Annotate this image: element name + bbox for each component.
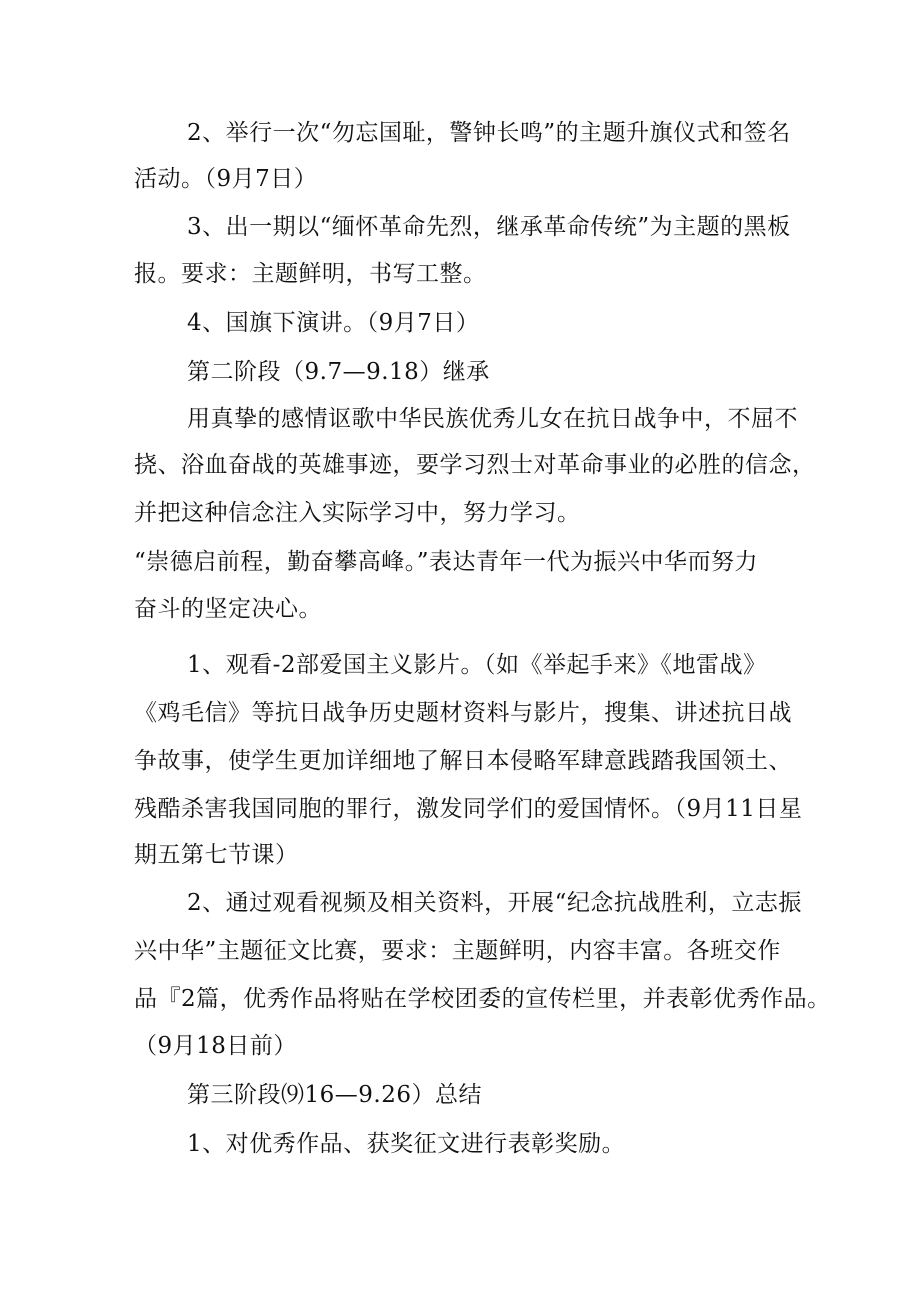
paragraph-line: 1、对优秀作品、获奖征文进行表彰奖励。 bbox=[187, 1131, 626, 1157]
paragraph-line: 2、通过观看视频及相关资料，开展“纪念抗战胜利，立志振 bbox=[187, 890, 802, 916]
paragraph-line: 报。要求：主题鲜明，书写工整。 bbox=[134, 261, 487, 287]
paragraph-line: 《鸡毛信》等抗日战争历史题材资料与影片，搜集、讲述抗日战 bbox=[134, 700, 792, 726]
paragraph-line: 活动。（9月7日） bbox=[134, 166, 318, 192]
paragraph-line: 并把这种信念注入实际学习中，努力学习。 bbox=[134, 500, 581, 526]
paragraph-line: 残酷杀害我国同胞的罪行，激发同学们的爱国情怀。（9月11日星 bbox=[134, 796, 803, 822]
paragraph-line: 奋斗的坚定决心。 bbox=[134, 596, 322, 622]
paragraph-line: 兴中华”主题征文比赛，要求：主题鲜明，内容丰富。各班交作 bbox=[134, 938, 781, 964]
paragraph-line: 期五第七节课） bbox=[134, 842, 299, 868]
paragraph-line: 用真挚的感情讴歌中华民族优秀儿女在抗日战争中，不屈不 bbox=[187, 406, 798, 432]
section-heading: 第二阶段（9.7—9.18）继承 bbox=[187, 359, 490, 385]
paragraph-line: “崇德启前程，勤奋攀高峰。”表达青年一代为振兴中华而努力 bbox=[134, 549, 759, 575]
paragraph-line: 品『2篇，优秀作品将贴在学校团委的宣传栏里，并表彰优秀作品。 bbox=[134, 986, 831, 1012]
paragraph-line: （9月18日前） bbox=[134, 1033, 297, 1059]
paragraph-line: 挠、浴血奋战的英雄事迹，要学习烈士对革命事业的必胜的信念， bbox=[134, 452, 816, 478]
paragraph-line: 1、观看-2部爱国主义影片。（如《举起手来》《地雷战》 bbox=[187, 652, 767, 678]
paragraph-line: 4、国旗下演讲。（9月7日） bbox=[187, 310, 480, 336]
section-heading: 第三阶段⑼16—9.26）总结 bbox=[187, 1082, 482, 1108]
paragraph-line: 争故事，使学生更加详细地了解日本侵略军肆意践踏我国领土、 bbox=[134, 748, 792, 774]
paragraph-line: 2、举行一次“勿忘国耻，警钟长鸣”的主题升旗仪式和签名 bbox=[187, 120, 791, 146]
paragraph-line: 3、出一期以“缅怀革命先烈，继承革命传统”为主题的黑板 bbox=[187, 214, 791, 240]
